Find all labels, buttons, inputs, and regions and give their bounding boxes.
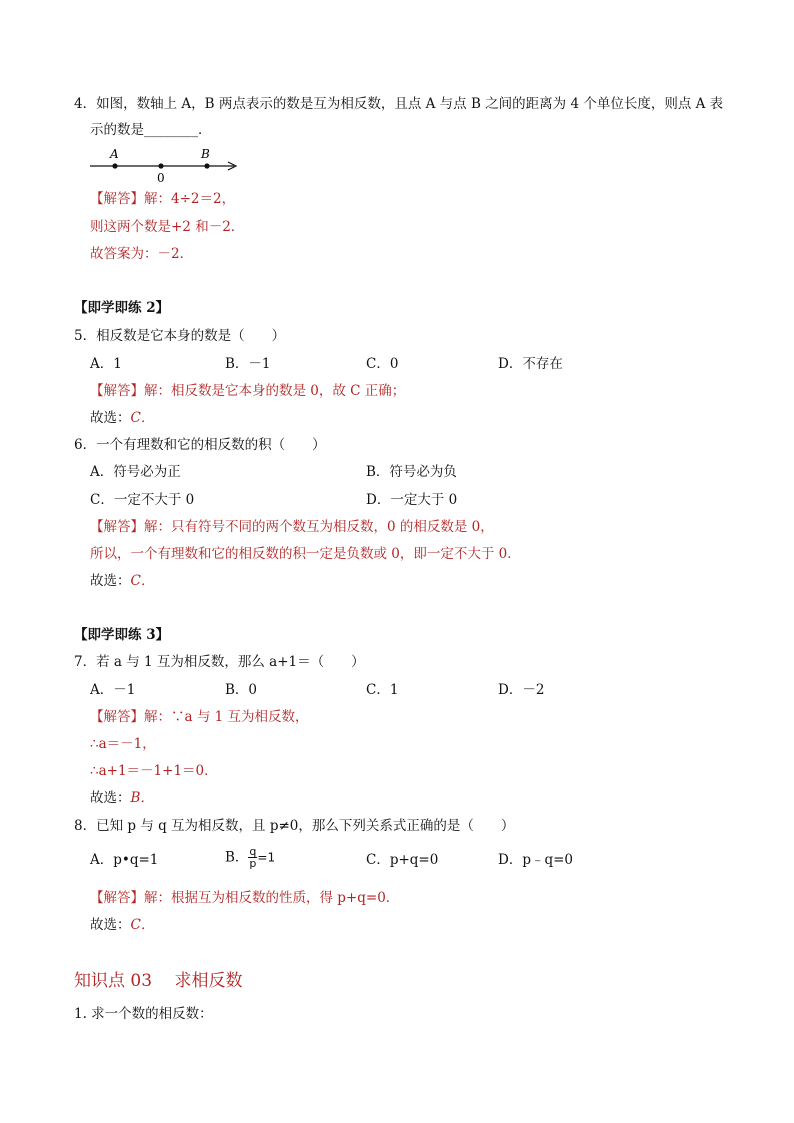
q8-option-b — [225, 846, 275, 869]
q6-stem: 6．一个有理数和它的相反数的积（ ） — [74, 437, 326, 453]
q5-stem: 5．相反数是它本身的数是（ ） — [74, 328, 286, 344]
q6-answer-line1 — [90, 521, 494, 535]
q8-option-d: D．p﹣q=0 — [498, 852, 574, 868]
answer-tag: 【解答】 — [90, 191, 144, 207]
q8-option-b-suffix: =1 — [257, 850, 276, 865]
origin-label: 0 — [157, 171, 165, 185]
q6-option-b: B．符号必为负 — [366, 464, 457, 480]
choice-prefix: 故选： — [90, 917, 131, 933]
answer-text: 解：根据互为相反数的性质，得 p+q=0． — [144, 890, 400, 906]
point-a-label: A — [110, 147, 119, 161]
q7-answer-line3: ∴a+1＝－1+1＝0． — [90, 763, 218, 779]
choice-prefix: 故选： — [90, 790, 131, 806]
q6-option-d: D．一定大于 0 — [366, 492, 458, 508]
section-heading: 知识点 03 求相反数 — [74, 971, 243, 991]
q7-answer-line4 — [90, 792, 154, 806]
q8-answer-line2 — [90, 919, 154, 933]
q4-answer-line2: 则这两个数是+2 和－2． — [90, 219, 245, 235]
q4-answer-line3: 故答案为：－2． — [90, 246, 194, 262]
q6-answer-line3 — [90, 575, 154, 589]
q7-answer-line1 — [90, 711, 309, 725]
answer-tag: 【解答】 — [90, 709, 144, 725]
number-line-figure — [86, 144, 246, 186]
q4-stem-line1: 4．如图，数轴上 A，B 两点表示的数是互为相反数，且点 A 与点 B 之间的距离为 4 个单位长度，则点 A 表 — [74, 96, 724, 112]
q5-option-a: A．1 — [90, 356, 122, 372]
answer-text: 解：4÷2＝2， — [144, 191, 236, 207]
q8-stem: 8．已知 p 与 q 互为相反数，且 p≠0，那么下列关系式正确的是（ ） — [74, 818, 515, 834]
choice-value: C． — [130, 410, 155, 426]
q5-option-d: D．不存在 — [498, 356, 563, 372]
q5-answer-line2 — [90, 412, 154, 426]
q6-option-c: C．一定不大于 0 — [90, 492, 195, 508]
q8-option-b-prefix: B． — [225, 849, 249, 866]
q7-answer-line2: ∴a＝－1， — [90, 736, 156, 752]
choice-prefix: 故选： — [90, 573, 131, 589]
q7-option-a: A．－1 — [90, 682, 136, 698]
q4-answer-line1 — [90, 193, 235, 207]
choice-value: C． — [130, 573, 155, 589]
answer-text: 解：∵a 与 1 互为相反数， — [144, 709, 309, 725]
point-b-dot — [204, 163, 209, 168]
q7-option-d: D．－2 — [498, 682, 545, 698]
choice-prefix: 故选： — [90, 410, 131, 426]
choice-value: C． — [130, 917, 155, 933]
q7-option-b: B．0 — [225, 682, 258, 698]
practice-2-title: 【即学即练 2】 — [74, 300, 170, 316]
choice-value: B． — [130, 790, 154, 806]
q7-stem: 7．若 a 与 1 互为相反数，那么 a+1＝（ ） — [74, 654, 365, 670]
q5-option-c: C．0 — [366, 356, 399, 372]
answer-text: 解：相反数是它本身的数是 0，故 C 正确； — [144, 383, 406, 399]
q4-stem-line2: 示的数是________． — [90, 122, 212, 138]
answer-tag: 【解答】 — [90, 890, 144, 906]
practice-3-title: 【即学即练 3】 — [74, 627, 170, 643]
answer-text: 解：只有符号不同的两个数互为相反数，0 的相反数是 0， — [144, 519, 494, 535]
q7-option-c: C．1 — [366, 682, 399, 698]
q8-option-c: C．p+q=0 — [366, 852, 439, 868]
answer-tag: 【解答】 — [90, 519, 144, 535]
answer-tag: 【解答】 — [90, 383, 144, 399]
section-item-1: 1. 求一个数的相反数： — [74, 1006, 213, 1022]
fraction-numerator: q — [249, 845, 257, 858]
q6-answer-line2: 所以，一个有理数和它的相反数的积一定是负数或 0，即一定不大于 0． — [90, 546, 521, 562]
fraction-denominator: p — [249, 857, 257, 870]
q8-option-a: A．p•q=1 — [90, 852, 159, 868]
q8-answer-line1 — [90, 892, 399, 906]
q6-option-a: A．符号必为正 — [90, 464, 181, 480]
q5-option-b: B．－1 — [225, 356, 271, 372]
origin-dot — [158, 163, 163, 168]
q5-answer-line1 — [90, 385, 405, 399]
point-b-label: B — [201, 147, 210, 161]
point-a-dot — [112, 163, 117, 168]
